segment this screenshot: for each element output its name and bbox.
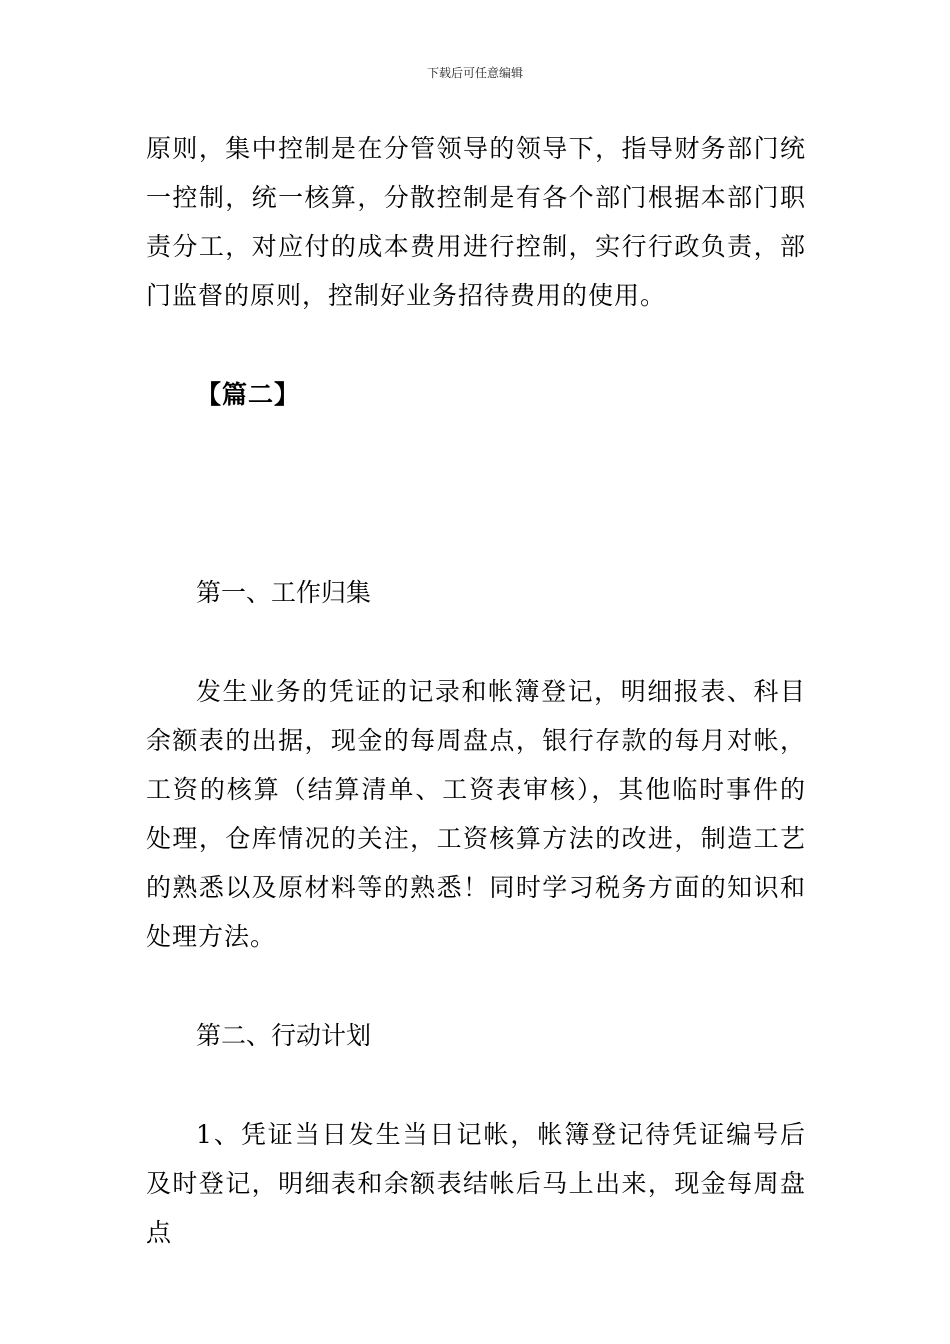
paragraph-work-summary: 发生业务的凭证的记录和帐簿登记，明细报表、科目余额表的出据，现金的每周盘点，银行存款的每月对帐，工资的核算（结算清单、工资表审核），其他临时事件的处理，仓库情况的关注，工资核算方法的改进，制造工艺的熟悉以及原材料等的熟悉！同时学习税务方面的知识和处理方法。 — [146, 677, 806, 951]
paragraph-action-plan: 1、凭证当日发生当日记帐，帐簿登记待凭证编号后及时登记，明细表和余额表结帐后马上出来，现金每周盘点 — [146, 1120, 806, 1247]
heading-action-plan: 第二、行动计划 — [196, 1021, 372, 1050]
document-body — [146, 124, 806, 1257]
paragraph-cost-control: 原则，集中控制是在分管领导的领导下，指导财务部门统一控制，统一核算，分散控制是有各个部门根据本部门职责分工，对应付的成本费用进行控制，实行行政负责，部门监督的原则，控制好业务招待费用的使用。 — [146, 134, 806, 310]
heading-work-summary: 第一、工作归集 — [196, 578, 372, 607]
section-title: 【篇二】 — [196, 380, 301, 409]
page-header: 下载后可任意编辑 — [426, 66, 523, 80]
